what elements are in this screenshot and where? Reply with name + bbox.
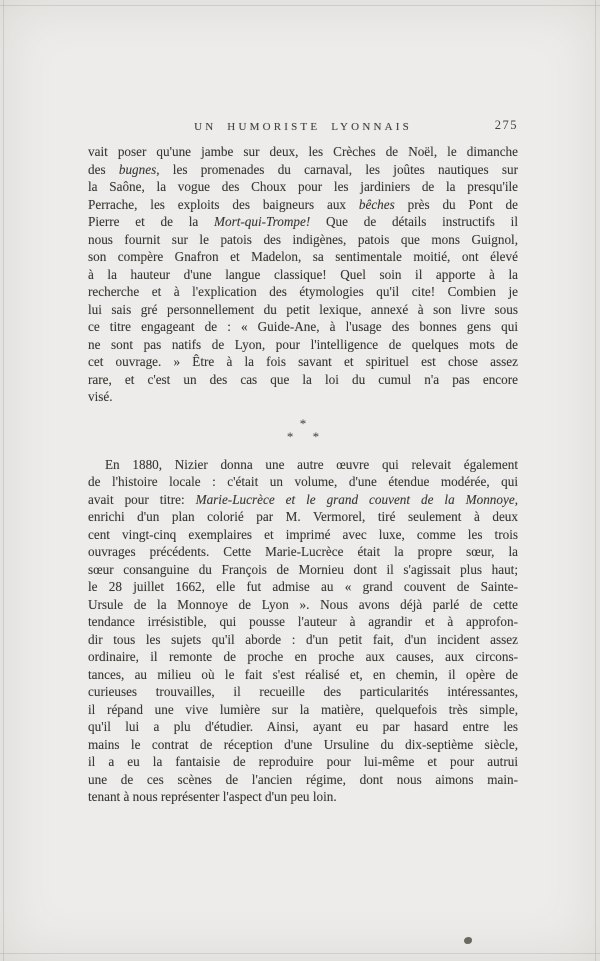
- text-line: [88, 336, 518, 354]
- text-segment: cent vingt-cinq exemplaires et imprimé avec luxe, comme les trois: [88, 526, 518, 542]
- scan-artifact: [464, 937, 472, 944]
- text-segment: à la hauteur d'une langue classique! Quel soin il apporte à la: [88, 266, 518, 282]
- text-line: [88, 771, 518, 789]
- text-line: [88, 161, 518, 179]
- text-line: [88, 526, 518, 544]
- text-segment: la Saône, la vogue des Choux pour les jardiniers de la presqu'ile: [88, 179, 518, 194]
- text-line: [88, 788, 518, 806]
- text-segment: rare, et c'est un des cas que la loi du cumul n'a pas encore: [88, 371, 518, 387]
- text-line: [88, 683, 518, 701]
- text-line: [88, 266, 518, 284]
- text-segment: Perrache, les exploits des baigneurs aux: [88, 196, 359, 212]
- running-header-title: UN HUMORISTE LYONNAIS: [194, 121, 412, 133]
- text-line: [88, 631, 518, 649]
- text-line: [88, 388, 518, 406]
- text-line: [88, 371, 518, 389]
- text-segment: enrichi d'un plan colorié par M. Vermorel, tiré seulement à deux: [88, 509, 518, 524]
- italic-text-segment: Mort-qui-Trompe!: [214, 214, 311, 229]
- text-segment: le 28 juillet 1662, elle fut admise au « grand couvent de Sainte-: [88, 579, 518, 594]
- text-line: [88, 301, 518, 319]
- italic-text-segment: bêches: [358, 196, 395, 212]
- page-number: 275: [494, 118, 518, 132]
- text-segment: ne sont pas natifs de Lyon, pour l'intelligence de quelques mots de: [88, 336, 518, 352]
- text-segment: visé.: [88, 389, 113, 404]
- text-line: [88, 613, 518, 631]
- asterisk-icon: *: [286, 428, 294, 444]
- asterisk-icon: *: [312, 428, 320, 444]
- text-line: [88, 491, 518, 509]
- text-segment: vait poser qu'une jambe sur deux, les Crèches de Noël, le dimanche: [88, 144, 518, 159]
- text-line: [88, 718, 518, 736]
- text-line: [88, 736, 518, 754]
- text-line: [88, 648, 518, 666]
- text-line: [88, 353, 518, 371]
- text-segment: avait pour titre:: [88, 491, 196, 507]
- text-segment: curieuses trouvailles, il recueille des particularités intéressantes,: [88, 684, 518, 699]
- text-segment: tenant à nous représenter l'aspect d'un peu loin.: [88, 789, 337, 804]
- text-line: [88, 178, 518, 196]
- text-segment: qu'il lui a plu d'étudier. Ainsi, ayant eu par hasard entre les: [88, 719, 518, 734]
- text-line: [88, 318, 518, 336]
- text-segment: Ursule de la Monnoye de Lyon ». Nous avons déjà parlé de cette: [88, 596, 518, 612]
- text-segment: des: [88, 161, 119, 177]
- text-segment: sœur consanguine du François de Mornieu dont il s'agissait plus haut;: [88, 561, 518, 577]
- text-segment: il a eu la fantaisie de reproduire pour lui-même et pour autrui: [88, 754, 518, 769]
- text-line: [88, 196, 518, 214]
- text-segment: mains le contrat de réception d'une Ursuline du dix-septième siècle,: [88, 736, 518, 752]
- text-segment: En 1880, Nizier donna une autre œuvre qui relevait également: [105, 456, 518, 472]
- text-segment: ordinaire, il remonte de proche en proche aux causes, aux circons-: [88, 649, 518, 664]
- text-line: [88, 578, 518, 596]
- text-segment: Que de détails instructifs il: [310, 214, 518, 229]
- page-content: [88, 118, 518, 806]
- scan-edge-bottom: [0, 953, 600, 954]
- text-line: [88, 561, 518, 579]
- text-line: [88, 508, 518, 526]
- text-segment: ouvrages précédents. Cette Marie-Lucrèce était la propre sœur, la: [88, 544, 518, 559]
- text-line: [88, 701, 518, 719]
- text-segment: ce titre engageant de : « Guide-Ane, à l'usage des bonnes gens qui: [88, 319, 518, 334]
- text-line: [88, 231, 518, 249]
- text-segment: il répand une vive lumière sur la matière, quelquefois très simple,: [88, 701, 518, 717]
- text-line: [88, 248, 518, 266]
- text-line: [88, 456, 518, 474]
- text-line: [88, 143, 518, 161]
- text-segment: , les promenades du carnaval, les joûtes nautiques sur: [156, 161, 518, 177]
- asterism-separator: [88, 417, 518, 444]
- text-segment: cet ouvrage. » Être à la fois savant et spirituel est chose assez: [88, 354, 518, 369]
- paragraph-1: [88, 143, 518, 406]
- page-header: [88, 118, 518, 133]
- text-line: [88, 543, 518, 561]
- text-line: [88, 283, 518, 301]
- text-line: [88, 596, 518, 614]
- italic-text-segment: bugnes: [118, 161, 157, 177]
- scan-edge-top: [0, 5, 600, 6]
- text-segment: dir tous les sujets qu'il aborde : d'un petit fait, d'un incident assez: [88, 631, 518, 647]
- text-line: [88, 666, 518, 684]
- text-segment: Pierre et de la: [88, 214, 215, 229]
- text-segment: ,: [514, 491, 518, 507]
- text-segment: près du Pont de: [394, 196, 518, 212]
- text-segment: tendance irrésistible, qui pousse l'auteur à agrandir et à approfon-: [88, 614, 518, 629]
- text-segment: recherche et à l'explication des étymologies qu'il cite! Combien je: [88, 284, 518, 299]
- text-segment: une de ces scènes de l'ancien régime, dont nous aimons main-: [88, 771, 518, 787]
- scan-edge-right: [595, 0, 596, 961]
- text-line: [88, 473, 518, 491]
- asterisk-icon: *: [299, 415, 307, 431]
- text-segment: lui sais gré personnellement du petit lexique, annexé à son livre sous: [88, 301, 518, 317]
- scan-edge-left: [3, 0, 4, 961]
- text-line: [88, 753, 518, 771]
- text-line: [88, 213, 518, 231]
- italic-text-segment: Marie-Lucrèce et le grand couvent de la Monnoye: [195, 491, 515, 507]
- text-segment: nous fournit sur le patois des indigènes, patois que mons Guignol,: [88, 231, 518, 247]
- text-segment: tances, au milieu où le fait s'est réalisé et, en chemin, il opère de: [88, 666, 518, 682]
- text-segment: son compère Gnafron et Madelon, sa sentimentale moitié, ont élevé: [88, 249, 518, 264]
- text-segment: de l'histoire locale : c'était un volume, d'une étendue modérée, qui: [88, 474, 518, 489]
- paragraph-2: [88, 456, 518, 806]
